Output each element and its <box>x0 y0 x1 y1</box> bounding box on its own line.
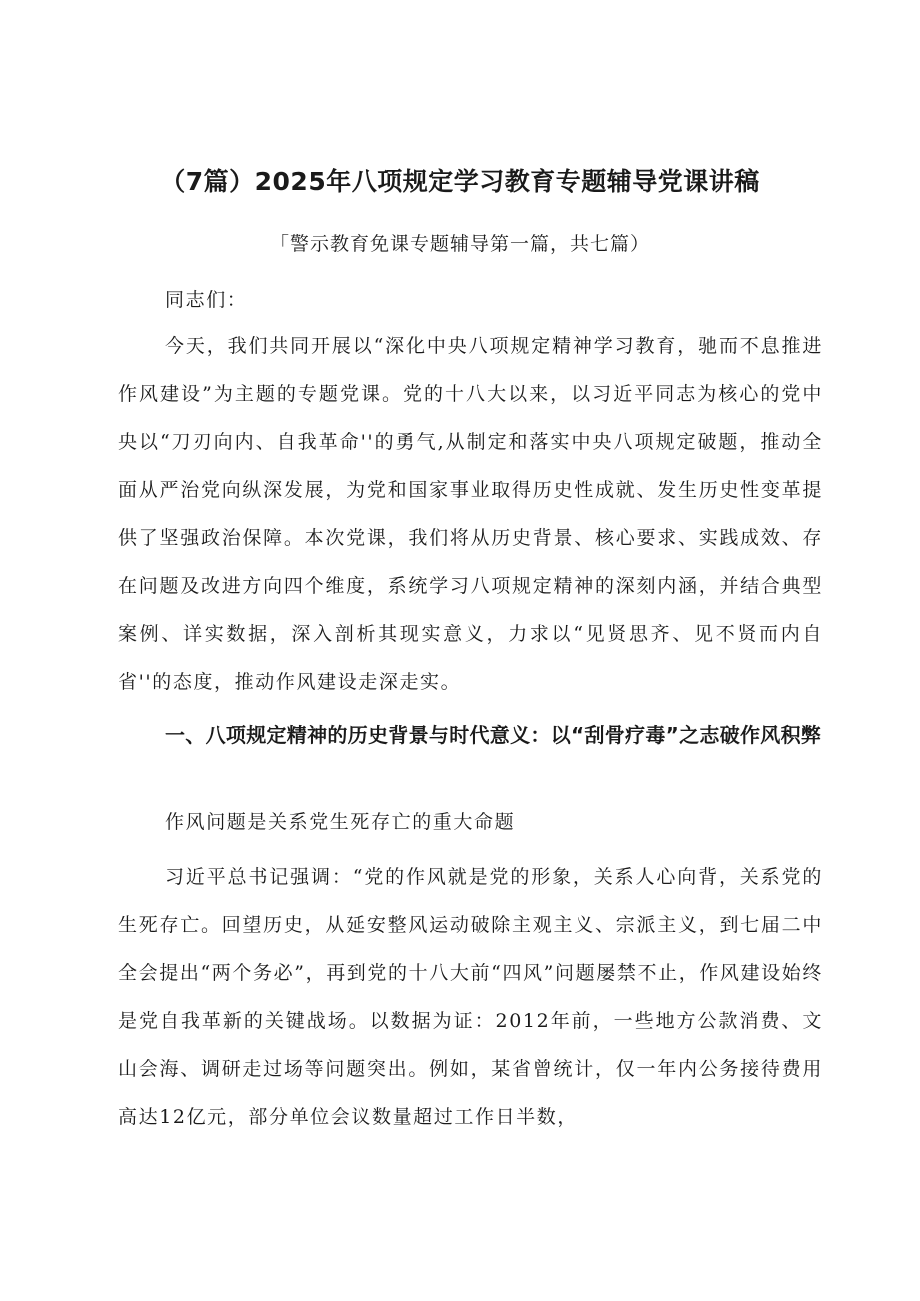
body-paragraph: 习近平总书记强调：“党的作风就是党的形象，关系人心向背，关系党的生死存亡。回望历史，从延安整风运动破除主观主义、宗派主义，到七届二中全会提出“两个务必”，再到党的十八大前“四风”问题屡禁不止，作风建设始终是党自我革新的关键战场。以数据为证：2012年前，一些地方公款消费、文山会海、调研走过场等问题突出。例如，某省曾统计，仅一年内公务接待费用高达12亿元，部分单位会议数量超过工作日半数， <box>118 866 823 1128</box>
document-title: （7篇）2025年八项规定学习教育专题辅导党课讲稿 <box>160 167 760 196</box>
section-subheading: 作风问题是关系党生死存亡的重大命题 <box>165 811 516 833</box>
salutation: 同志们： <box>165 289 248 311</box>
section-heading: 一、八项规定精神的历史背景与时代意义：以“刮骨疗毒”之志破作风积弊 <box>165 723 822 747</box>
intro-paragraph: 今天，我们共同开展以“深化中央八项规定精神学习教育，驰而不息推进作风建设”为主题的专题党课。党的十八大以来，以习近平同志为核心的党中央以“刀刃向内、自我革命''的勇气,从制定和落实中央八项规定破题，推动全面从严治党向纵深发展，为党和国家事业取得历史性成就、发生历史性变革提供了坚强政治保障。本次党课，我们将从历史背景、核心要求、实践成效、存在问题及改进方向四个维度，系统学习八项规定精神的深刻内涵，并结合典型案例、详实数据，深入剖析其现实意义，力求以“见贤思齐、见不贤而内自省''的态度，推动作风建设走深走实。 <box>118 335 823 693</box>
document-subtitle: 「警示教育免课专题辅导第一篇，共七篇） <box>269 233 650 255</box>
